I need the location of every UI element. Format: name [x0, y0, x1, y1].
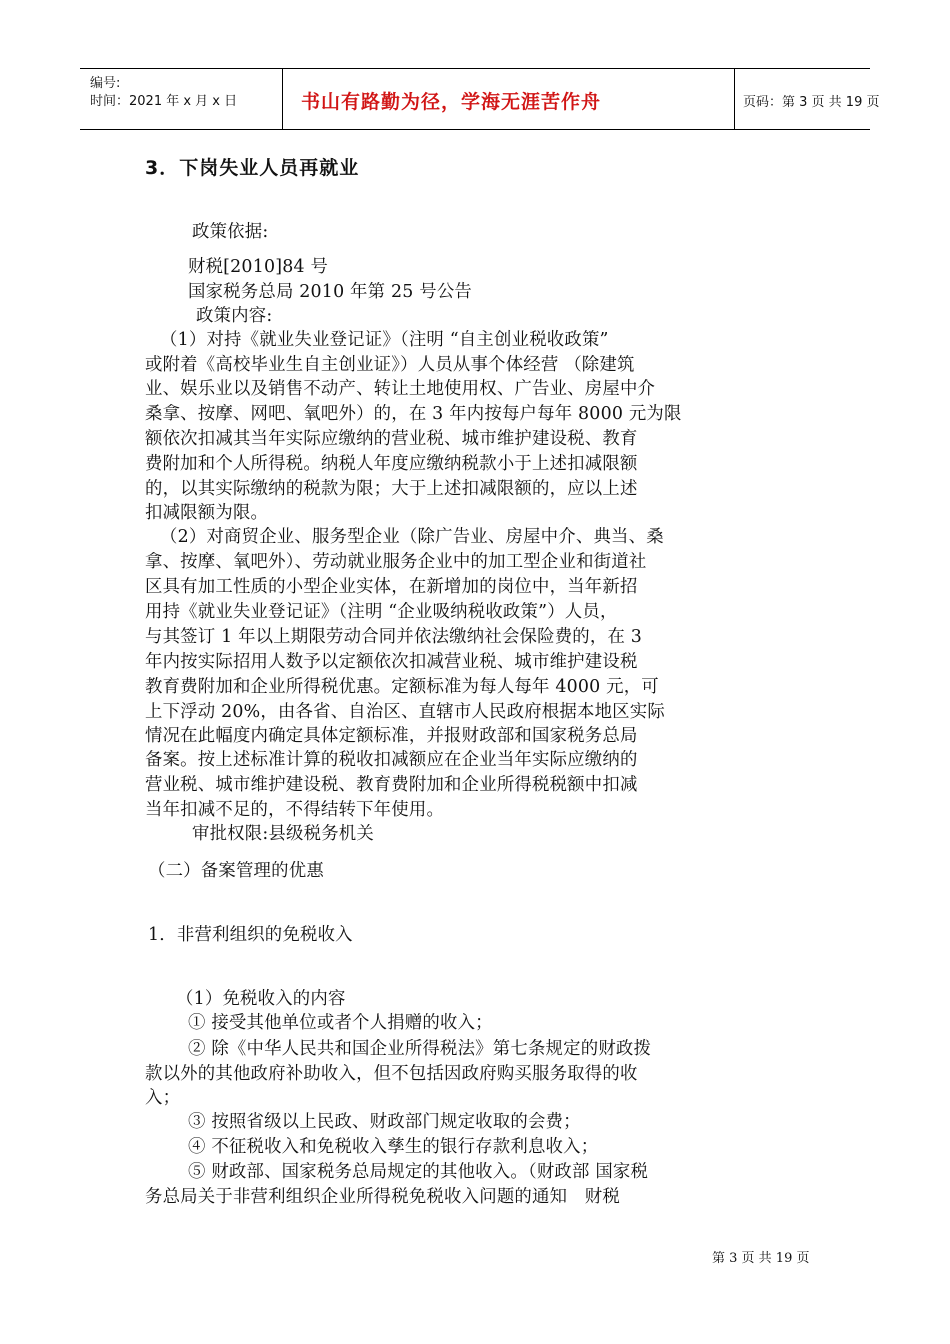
- header-motto-cell: [283, 69, 735, 129]
- subsection-heading: 1．非营利组织的免税收入: [148, 925, 353, 945]
- text-line: 入；: [145, 1088, 181, 1108]
- text-line: 政策内容:: [196, 306, 273, 326]
- page-header: [80, 68, 880, 130]
- subsection-heading: （二）备案管理的优惠: [148, 861, 324, 881]
- text-line: 拿、按摩、氧吧外）、劳动就业服务企业中的加工型企业和街道社: [145, 552, 647, 572]
- text-line: 情况在此幅度内确定具体定额标准，并报财政部和国家税务总局: [145, 726, 638, 746]
- text-line: 教育费附加和企业所得税优惠。定额标准为每人每年 4000 元，可: [145, 677, 659, 697]
- text-line: 当年扣减不足的，不得结转下年使用。: [145, 800, 445, 820]
- doc-number-label: 编号:: [90, 76, 121, 91]
- header-page-cell: [735, 69, 880, 129]
- text-line: （2）对商贸企业、服务型企业（除广告业、房屋中介、典当、桑: [160, 527, 664, 547]
- text-line: 财税[2010]84 号: [188, 257, 329, 277]
- list-item: ⑤ 财政部、国家税务总局规定的其他收入。（财政部 国家税: [188, 1162, 649, 1182]
- text-line: 桑拿、按摩、网吧、氧吧外）的，在 3 年内按每户每年 8000 元为限: [145, 404, 682, 424]
- text-line: 或附着《高校毕业生自主创业证》）人员从事个体经营 （除建筑: [145, 355, 635, 375]
- text-line: （1）对持《就业失业登记证》（注明 “自主创业税收政策”: [160, 330, 609, 350]
- list-item: ④ 不征税收入和免税收入孳生的银行存款利息收入；: [188, 1137, 599, 1157]
- text-line: 用持《就业失业登记证》（注明 “企业吸纳税收政策”）人员，: [145, 602, 618, 622]
- text-line: 区具有加工性质的小型企业实体，在新增加的岗位中，当年新招: [145, 577, 638, 597]
- text-line: 营业税、城市维护建设税、教育费附加和企业所得税税额中扣减: [145, 775, 638, 795]
- header-meta-cell: [80, 69, 283, 129]
- text-line: 备案。按上述标准计算的税收扣减额应在企业当年实际应缴纳的: [145, 750, 638, 770]
- text-line: 业、娱乐业以及销售不动产、转让土地使用权、广告业、房屋中介: [145, 379, 656, 399]
- text-line: 上下浮动 20%，由各省、自治区、直辖市人民政府根据本地区实际: [145, 702, 665, 722]
- time-label: 时间：2021 年 x 月 x 日: [90, 94, 238, 109]
- text-line: 扣减限额为限。: [145, 503, 269, 523]
- list-item: ① 接受其他单位或者个人捐赠的收入；: [188, 1013, 493, 1033]
- page-footer: 第 3 页 共 19 页: [712, 1251, 810, 1266]
- text-line: 的，以其实际缴纳的税款为限；大于上述扣减限额的，应以上述: [145, 479, 638, 499]
- text-line: （1）免税收入的内容: [176, 989, 346, 1009]
- section-heading: 3．下岗失业人员再就业: [145, 157, 360, 179]
- list-item: ② 除《中华人民共和国企业所得税法》第七条规定的财政拨: [188, 1039, 652, 1059]
- header-page-info: 页码：第 3 页 共 19 页: [743, 95, 880, 110]
- text-line: 政策依据:: [192, 222, 269, 242]
- text-line: 审批权限:县级税务机关: [192, 824, 374, 844]
- text-line: 费附加和个人所得税。纳税人年度应缴纳税款小于上述扣减限额: [145, 454, 638, 474]
- text-line: 务总局关于非营利组织企业所得税免税收入问题的通知 财税: [145, 1187, 620, 1207]
- motto-text: 书山有路勤为径，学海无涯苦作舟: [301, 91, 602, 113]
- text-line: 年内按实际招用人数予以定额依次扣减营业税、城市维护建设税: [145, 652, 638, 672]
- list-item: ③ 按照省级以上民政、财政部门规定收取的会费；: [188, 1112, 581, 1132]
- text-line: 额依次扣减其当年实际应缴纳的营业税、城市维护建设税、教育: [145, 429, 638, 449]
- text-line: 与其签订 1 年以上期限劳动合同并依法缴纳社会保险费的，在 3: [145, 627, 643, 647]
- text-line: 款以外的其他政府补助收入，但不包括因政府购买服务取得的收: [145, 1064, 638, 1084]
- text-line: 国家税务总局 2010 年第 25 号公告: [188, 282, 472, 302]
